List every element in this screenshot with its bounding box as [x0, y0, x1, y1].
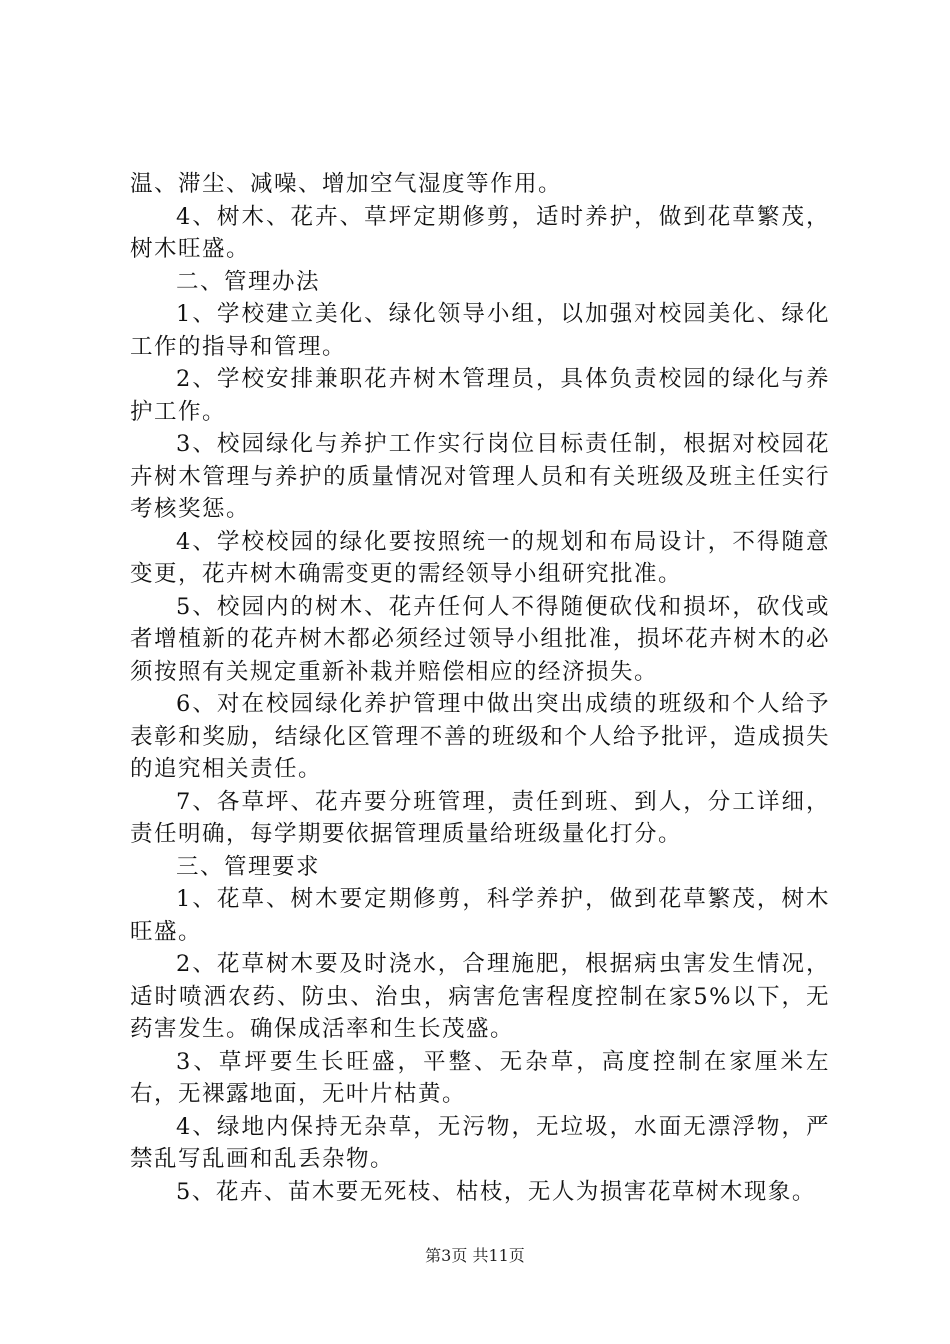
- paragraph-method-5: 5、校园内的树木、花卉任何人不得随便砍伐和损坏，砍伐或者增植新的花卉树木都必须经过领导小组批准，损坏花卉树木的必须按照有关规定重新补栽并赔偿相应的经济损失。: [130, 593, 830, 685]
- paragraph-requirement-4: 4、绿地内保持无杂草，无污物，无垃圾，水面无漂浮物，严禁乱写乱画和乱丢杂物。: [130, 1113, 830, 1172]
- paragraph-continuation: 温、滞尘、减噪、增加空气湿度等作用。: [130, 171, 563, 197]
- paragraph-method-4: 4、学校校园的绿化要按照统一的规划和布局设计，不得随意变更，花卉树木确需变更的需经领导小组研究批准。: [130, 528, 830, 587]
- document-body: [130, 168, 830, 1208]
- paragraph-item-4-trees: 4、树木、花卉、草坪定期修剪，适时养护，做到花草繁茂，树木旺盛。: [130, 203, 830, 262]
- page-number-footer: 第3页 共11页: [425, 1246, 525, 1265]
- paragraph-method-6: 6、对在校园绿化养护管理中做出突出成绩的班级和个人给予表彰和奖励，结绿化区管理不善的班级和个人给予批评，造成损失的追究相关责任。: [130, 691, 830, 782]
- section-heading-management-requirements: 三、管理要求: [176, 853, 321, 880]
- paragraph-requirement-5: 5、花卉、苗木要无死枝、枯枝，无人为损害花草树木现象。: [176, 1178, 816, 1205]
- paragraph-requirement-1: 1、花草、树木要定期修剪，科学养护，做到花草繁茂，树木旺盛。: [130, 886, 830, 945]
- paragraph-method-3: 3、校园绿化与养护工作实行岗位目标责任制，根据对校园花卉树木管理与养护的质量情况对管理人员和有关班级及班主任实行考核奖惩。: [130, 431, 830, 522]
- section-heading-management-methods: 二、管理办法: [176, 268, 321, 295]
- paragraph-method-1: 1、学校建立美化、绿化领导小组，以加强对校园美化、绿化工作的指导和管理。: [130, 301, 830, 360]
- paragraph-requirement-2: 2、花草树木要及时浇水，合理施肥，根据病虫害发生情况，适时喷洒农药、防虫、治虫，病害危害程度控制在家5%以下，无药害发生。确保成活率和生长茂盛。: [130, 951, 830, 1042]
- paragraph-method-7: 7、各草坪、花卉要分班管理，责任到班、到人，分工详细，责任明确，每学期要依据管理质量给班级量化打分。: [130, 788, 830, 847]
- paragraph-requirement-3: 3、草坪要生长旺盛，平整、无杂草，高度控制在家厘米左右，无裸露地面，无叶片枯黄。: [130, 1048, 830, 1107]
- paragraph-method-2: 2、学校安排兼职花卉树木管理员，具体负责校园的绿化与养护工作。: [130, 366, 830, 425]
